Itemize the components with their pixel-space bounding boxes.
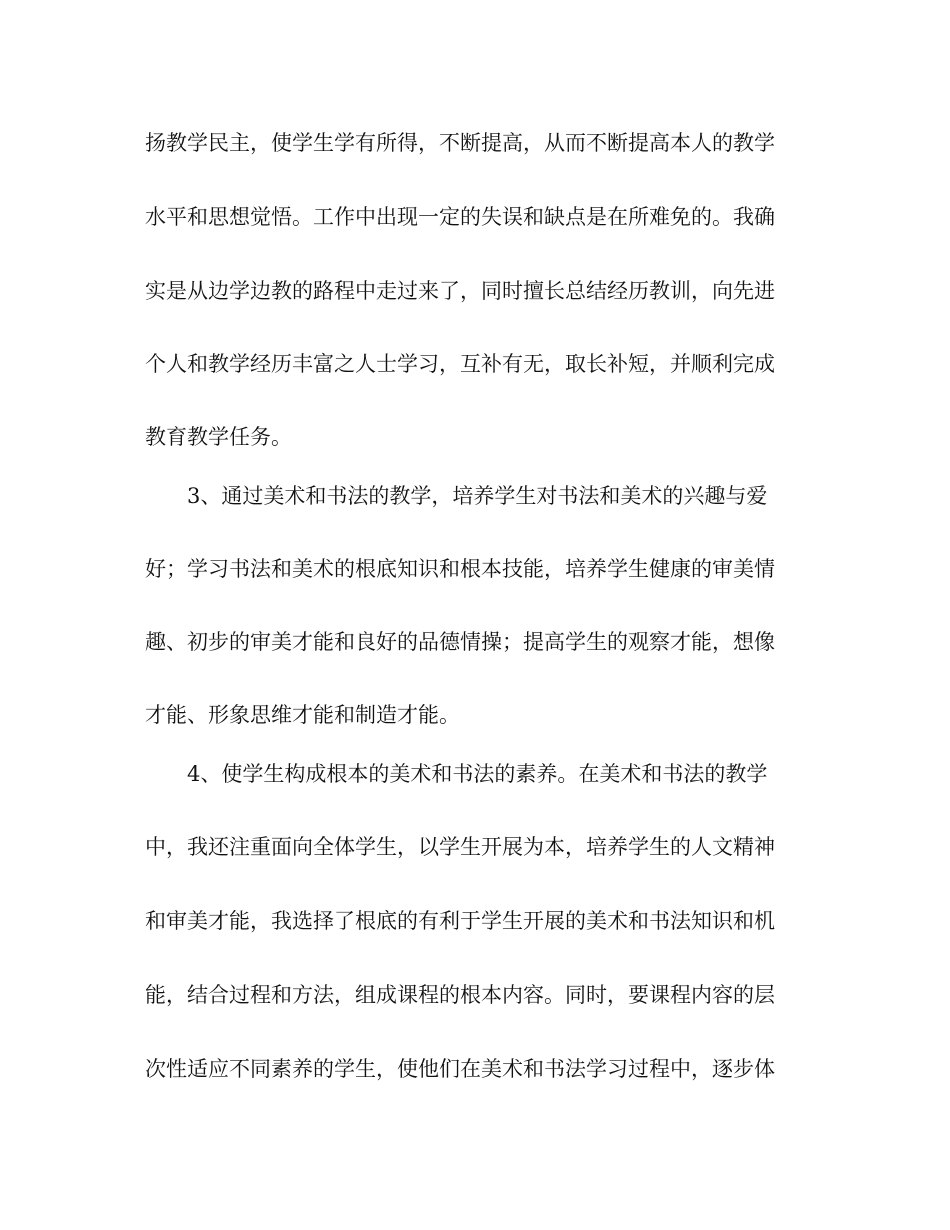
text-line: 扬教学民主，使学生学有所得，不断提高，从而不断提高本人的教学 [145,131,775,155]
text-line: 才能、形象思维才能和制造才能。 [145,703,460,727]
text-line: 实是从边学边教的路程中走过来了，同时擅长总结经历教训，向先进 [145,279,775,303]
text-line: 次性适应不同素养的学生，使他们在美术和书法学习过程中，逐步体 [145,1057,775,1081]
text-line: 水平和思想觉悟。工作中出现一定的失误和缺点是在所难免的。我确 [145,205,775,229]
text-line: 教育教学任务。 [145,425,292,449]
text-line: 中，我还注重面向全体学生，以学生开展为本，培养学生的人文精神 [145,835,775,859]
text-line: 能，结合过程和方法，组成课程的根本内容。同时，要课程内容的层 [145,983,775,1007]
text-line: 好；学习书法和美术的根底知识和根本技能，培养学生健康的审美情 [145,557,775,581]
paragraph-3-first-line: 3、通过美术和书法的教学，培养学生对书法和美术的兴趣与爱 [187,484,768,508]
text-line: 个人和教学经历丰富之人士学习，互补有无，取长补短，并顺利完成 [145,352,775,376]
text-line: 和审美才能，我选择了根底的有利于学生开展的美术和书法知识和机 [145,909,775,933]
paragraph-4-first-line: 4、使学生构成根本的美术和书法的素养。在美术和书法的教学 [187,762,768,786]
text-line: 趣、初步的审美才能和良好的品德情操；提高学生的观察才能，想像 [145,630,775,654]
